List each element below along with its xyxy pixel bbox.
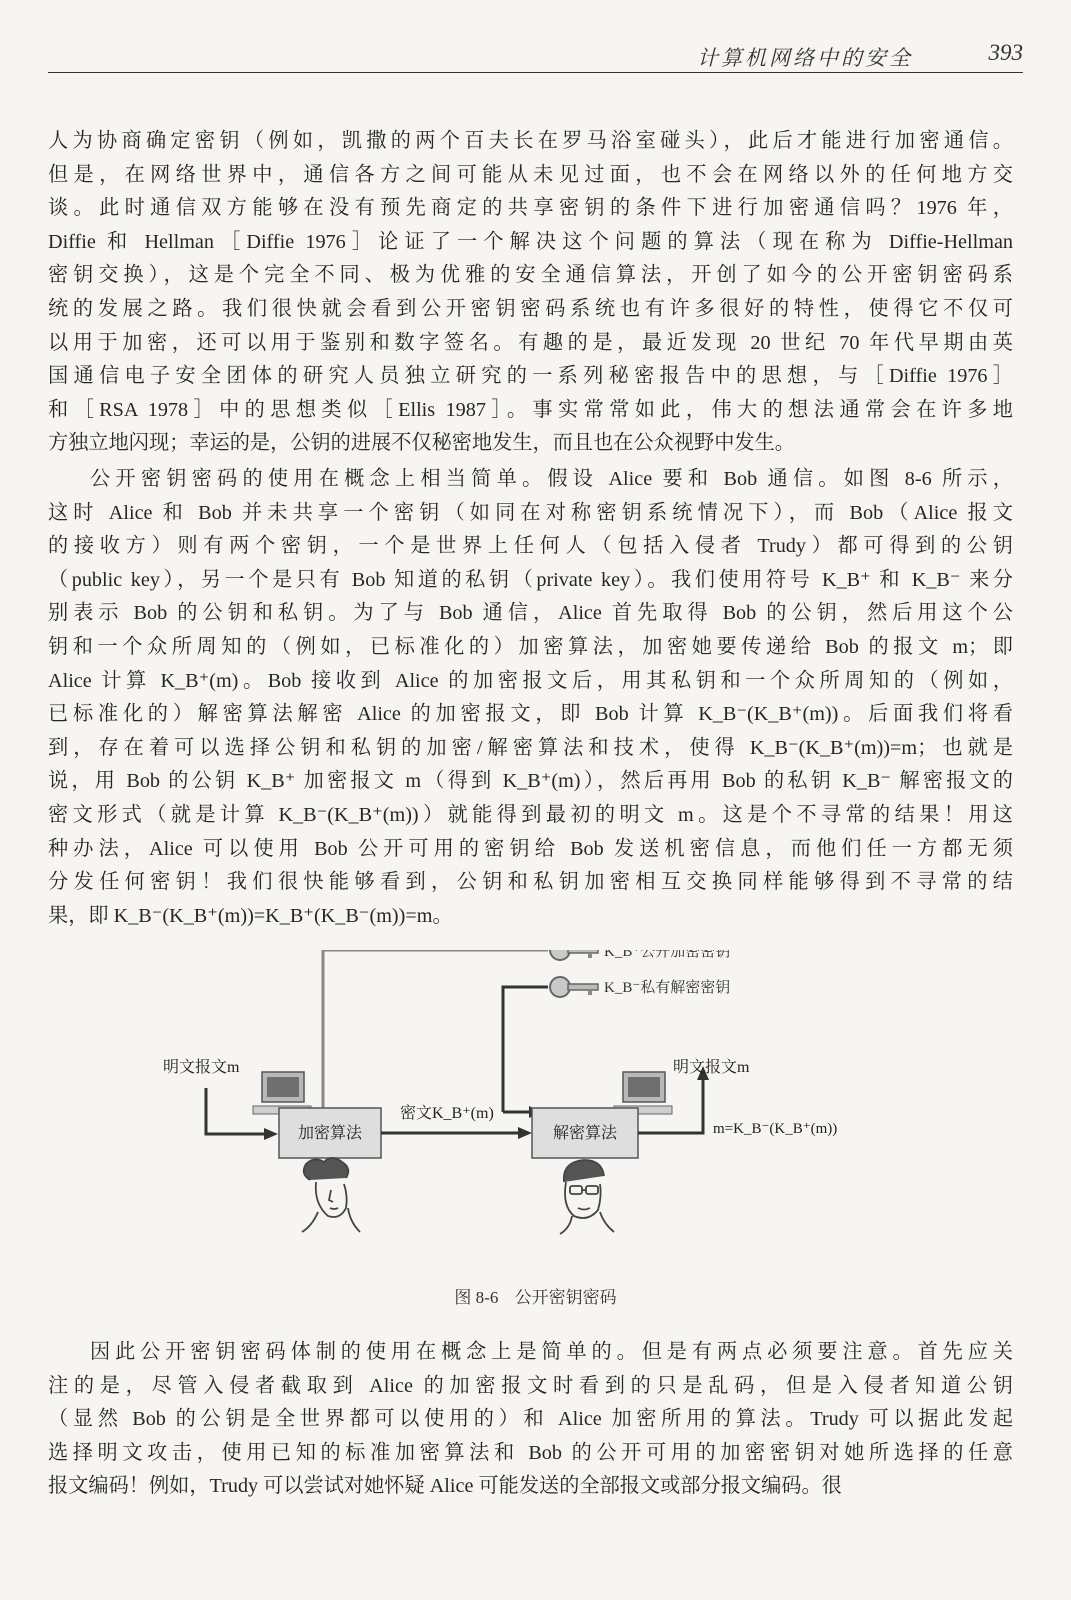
key-icon [550, 950, 598, 960]
text-line: （显然 Bob 的公钥是全世界都可以使用的）和 Alice 加密所用的算法。Trudy 可以据此发起 [48, 1408, 1013, 1431]
plaintext-input-label: 明文报文m [163, 1059, 240, 1076]
text-line: 说，用 Bob 的公钥 K_B⁺ 加密报文 m（得到 K_B⁺(m)），然后再用 Bob 的私钥 K_B⁻ 解密报文的 [48, 770, 1013, 793]
text-line: 报文编码！例如，Trudy 可以尝试对她怀疑 Alice 可能发送的全部报文或部分报文编码。很 [48, 1475, 842, 1498]
text-line: 这时 Alice 和 Bob 并未共享一个密钥（如同在对称密钥系统情况下），而 Bob（Alice 报文 [48, 501, 1013, 524]
text-line: 人为协商确定密钥（例如，凯撒的两个百夫长在罗马浴室碰头），此后才能进行加密通信。 [48, 130, 1013, 152]
text-line: 钥和一个众所周知的（例如，已标准化的）加密算法，加密她要传递给 Bob 的报文 m；即 [48, 635, 1013, 658]
text-line: Alice 计算 K_B⁺(m)。Bob 接收到 Alice 的加密报文后，用其私钥和一个众所周知的（例如， [48, 669, 1013, 692]
text-line: 到，存在着可以选择公钥和私钥的加密/解密算法和技术，使得 K_B⁻(K_B⁺(m))=m；也就是 [48, 736, 1013, 759]
text-line: Diffie 和 Hellman［Diffie 1976］论证了一个解决这个问题的算法（现在称为 Diffie-Hellman [48, 230, 1013, 253]
decrypt-label: 解密算法 [552, 1125, 618, 1142]
public-key-diagram [48, 950, 1023, 1250]
text-line: 选择明文攻击，使用已知的标准加密算法和 Bob 的公开可用的加密密钥对她所选择的任意 [48, 1441, 1013, 1464]
paragraph-1 [48, 125, 1013, 461]
private-key-line [503, 987, 548, 1112]
running-title: 计算机网络中的安全 [697, 46, 913, 70]
bob-icon [560, 1160, 614, 1234]
text-line: 方独立地闪现；幸运的是，公钥的进展不仅秘密地发生，而且也在公众视野中发生。 [48, 432, 795, 455]
text-line: 别表示 Bob 的公钥和私钥。为了与 Bob 通信，Alice 首先取得 Bob 的公钥，然后用这个公 [48, 602, 1013, 625]
private-key-label: K_B⁻私有解密密钥 [604, 980, 731, 996]
page-number: 393 [988, 40, 1023, 65]
text-line: 谈。此时通信双方能够在没有预先商定的共享密钥的条件下进行加密通信吗？1976 年， [48, 197, 1013, 220]
text-line: 注的是，尽管入侵者截取到 Alice 的加密报文时看到的只是乱码，但是入侵者知道公钥 [48, 1374, 1013, 1397]
encrypt-label: 加密算法 [297, 1125, 363, 1142]
plaintext-output-label: 明文报文m [673, 1059, 750, 1076]
key-icon [550, 977, 598, 997]
text-line: 和［RSA 1978］中的思想类似［Ellis 1987］。事实常常如此，伟大的想法通常会在许多地 [48, 398, 1013, 421]
figure-caption [0, 1283, 1071, 1308]
text-line: 分发任何密钥！我们很快能够看到，公钥和私钥加密相互交换同样能够得到不寻常的结 [48, 871, 1013, 894]
text-line: 统的发展之路。我们很快就会看到公开密钥密码系统也有许多很好的特性，使得它不仅可 [48, 297, 1013, 320]
text-line: 公开密钥密码的使用在概念上相当简单。假设 Alice 要和 Bob 通信。如图 8-6 所示， [90, 468, 1013, 490]
text-line: 以用于加密，还可以用于鉴别和数字签名。有趣的是，最近发现 20 世纪 70 年代早期由英 [48, 331, 1013, 354]
plaintext-input-arrowhead [264, 1128, 278, 1140]
text-line: （public key），另一个是只有 Bob 知道的私钥（private key）。我们使用符号 K_B⁺ 和 K_B⁻ 来分 [48, 568, 1013, 591]
text-line: 国通信电子安全团体的研究人员独立研究的一系列秘密报告中的思想，与［Diffie 1976］ [48, 365, 1013, 388]
text-line: 密钥交换），这是个完全不同、极为优雅的安全通信算法，开创了如今的公开密钥密码系 [48, 264, 1013, 287]
alice-icon [302, 1158, 360, 1232]
paragraph-3 [48, 1336, 1013, 1504]
text-line: 但是，在网络世界中，通信各方之间可能从未见过面，也不会在网络以外的任何地方交 [48, 163, 1013, 186]
text-line: 种办法，Alice 可以使用 Bob 公开可用的密钥给 Bob 发送机密信息，而他们任一方都无须 [48, 837, 1013, 860]
public-key-label: K_B⁺公开加密密钥 [604, 950, 731, 960]
result-label: m=K_B⁻(K_B⁺(m)) [713, 1121, 838, 1137]
text-line: 密文形式（就是计算 K_B⁻(K_B⁺(m))）就能得到最初的明文 m。这是个不寻常的结果！用这 [48, 803, 1013, 826]
text-line: 的接收方）则有两个密钥，一个是世界上任何人（包括入侵者 Trudy）都可得到的公钥 [48, 535, 1013, 558]
running-head [48, 38, 1023, 73]
figure-caption-number: 图 8-6 [454, 1288, 499, 1307]
figure-caption-title: 公开密钥密码 [514, 1288, 617, 1307]
figure-public-key-crypto [48, 950, 1023, 1250]
text-line: 果，即 K_B⁻(K_B⁺(m))=K_B⁺(K_B⁻(m))=m。 [48, 904, 453, 927]
ciphertext-arrowhead [518, 1127, 532, 1139]
ciphertext-label: 密文K_B⁺(m) [400, 1105, 494, 1122]
paragraph-2 [48, 463, 1013, 933]
text-line: 已标准化的）解密算法解密 Alice 的加密报文，即 Bob 计算 K_B⁻(K_B⁺(m))。后面我们将看 [48, 703, 1013, 726]
text-line: 因此公开密钥密码体制的使用在概念上是简单的。但是有两点必须要注意。首先应关 [90, 1341, 1013, 1363]
